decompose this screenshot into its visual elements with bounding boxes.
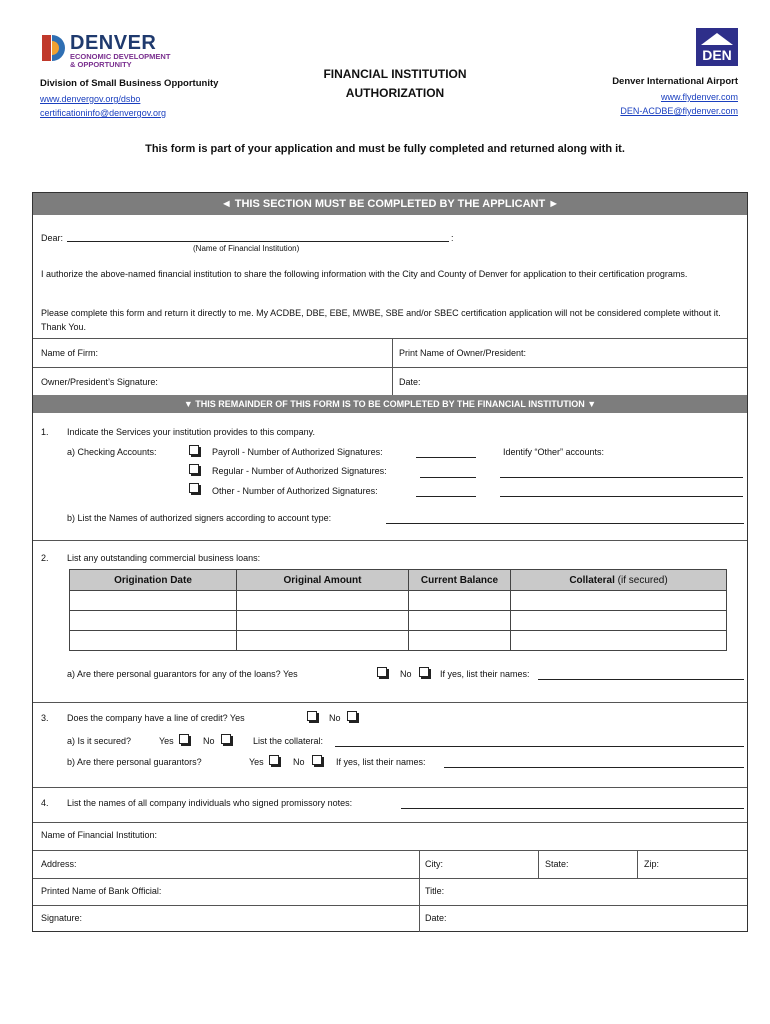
q3a-no-label: No bbox=[203, 736, 215, 746]
official-signature-field[interactable]: Signature: bbox=[41, 913, 83, 923]
regular-label: Regular - Number of Authorized Signatures: bbox=[212, 466, 387, 476]
bank-official-field[interactable]: Printed Name of Bank Official: bbox=[41, 886, 162, 896]
q3b-names-input[interactable] bbox=[444, 755, 744, 768]
table-cell[interactable] bbox=[511, 611, 727, 631]
notice-text: This form is part of your application and must be fully completed and returned along with it. bbox=[145, 143, 625, 155]
form-title-line2: AUTHORIZATION bbox=[345, 86, 445, 100]
q3-number: 3. bbox=[41, 713, 49, 723]
dsbo-link[interactable]: www.denvergov.org/dsbo bbox=[40, 94, 141, 104]
other-count-input[interactable] bbox=[416, 484, 476, 497]
table-cell[interactable] bbox=[70, 591, 237, 611]
regular-count-input[interactable] bbox=[420, 465, 476, 478]
table-cell[interactable] bbox=[409, 591, 511, 611]
dear-label: Dear: bbox=[41, 233, 64, 243]
city-field[interactable]: City: bbox=[425, 859, 443, 869]
other-label: Other - Number of Authorized Signatures: bbox=[212, 486, 378, 496]
mountain-icon bbox=[701, 33, 733, 45]
instructions-paragraph: Please complete this form and return it directly to me. My ACDBE, DBE, EBE, MWBE, SBE and/or SBEC certification application will not be considered complete without it. Thank You. bbox=[41, 308, 721, 332]
q3b-label: b) Are there personal guarantors? bbox=[67, 757, 202, 767]
regular-checkbox[interactable] bbox=[189, 464, 199, 474]
table-row bbox=[70, 591, 727, 611]
table-cell[interactable] bbox=[237, 631, 409, 651]
denver-logo bbox=[40, 33, 218, 69]
loans-table bbox=[69, 569, 727, 651]
q3a-yes-label: Yes bbox=[159, 736, 174, 746]
denver-logo-line2: & OPPORTUNITY bbox=[70, 60, 132, 69]
table-cell[interactable] bbox=[237, 611, 409, 631]
q4-number: 4. bbox=[41, 798, 49, 808]
q2a-label: a) Are there personal guarantors for any of the loans? Yes bbox=[67, 669, 298, 679]
dear-caption: (Name of Financial Institution) bbox=[193, 244, 300, 253]
applicant-section-bar: ◄ THIS SECTION MUST BE COMPLETED BY THE APPLICANT ► bbox=[33, 193, 747, 215]
institution-section-bar: ▼ THIS REMAINDER OF THIS FORM IS TO BE COMPLETED BY THE FINANCIAL INSTITUTION ▼ bbox=[33, 395, 747, 413]
dear-colon: : bbox=[451, 233, 454, 243]
payroll-checkbox[interactable] bbox=[189, 445, 199, 455]
q2a-no-checkbox[interactable] bbox=[419, 667, 429, 677]
q3a-collateral-label: List the collateral: bbox=[253, 736, 324, 746]
authorization-paragraph: I authorize the above-named financial institution to share the following information with the City and County of Denver for application to their certification programs. bbox=[41, 269, 688, 279]
q3b-yes-label: Yes bbox=[249, 757, 264, 767]
form-title bbox=[300, 65, 490, 103]
payroll-label: Payroll - Number of Authorized Signatures: bbox=[212, 447, 383, 457]
airport-name: Denver International Airport bbox=[612, 76, 738, 87]
q1a-label: a) Checking Accounts: bbox=[67, 447, 157, 457]
table-row bbox=[70, 631, 727, 651]
q2a-names-input[interactable] bbox=[538, 667, 744, 680]
owner-date-field[interactable]: Date: bbox=[399, 377, 421, 387]
identify-other-input-2[interactable] bbox=[500, 484, 743, 497]
identify-other-input-1[interactable] bbox=[500, 465, 743, 478]
q1-text: Indicate the Services your institution provides to this company. bbox=[67, 427, 315, 437]
q3b-no-label: No bbox=[293, 757, 305, 767]
q3-text: Does the company have a line of credit? Yes bbox=[67, 713, 245, 723]
form-title-line1: FINANCIAL INSTITUTION bbox=[323, 67, 467, 81]
q2-number: 2. bbox=[41, 553, 49, 563]
den-logo-text: DEN bbox=[702, 47, 732, 63]
table-row bbox=[70, 611, 727, 631]
q3a-no-checkbox[interactable] bbox=[221, 734, 231, 744]
table-cell[interactable] bbox=[70, 631, 237, 651]
denver-logo-line1: ECONOMIC DEVELOPMENT bbox=[70, 52, 171, 61]
q2a-names-label: If yes, list their names: bbox=[440, 669, 530, 679]
table-cell[interactable] bbox=[70, 611, 237, 631]
header-collateral-note: (if secured) bbox=[617, 574, 668, 586]
table-cell[interactable] bbox=[511, 591, 727, 611]
denver-logo-word: DENVER bbox=[70, 32, 157, 54]
header-collateral bbox=[511, 570, 727, 591]
den-logo bbox=[696, 28, 738, 66]
q2a-yes-checkbox[interactable] bbox=[377, 667, 387, 677]
header-current-balance: Current Balance bbox=[409, 570, 511, 591]
official-title-field[interactable]: Title: bbox=[425, 886, 445, 896]
header-right bbox=[612, 28, 738, 116]
state-field[interactable]: State: bbox=[545, 859, 569, 869]
q1-number: 1. bbox=[41, 427, 49, 437]
q3-no-label: No bbox=[329, 713, 341, 723]
payroll-count-input[interactable] bbox=[416, 445, 476, 458]
q3b-no-checkbox[interactable] bbox=[312, 755, 322, 765]
promissory-signers-input[interactable] bbox=[401, 796, 744, 809]
acdbe-email-link[interactable]: DEN-ACDBE@flydenver.com bbox=[620, 106, 738, 116]
q2a-no-label: No bbox=[400, 669, 412, 679]
authorized-signers-input[interactable] bbox=[386, 511, 744, 524]
q3b-yes-checkbox[interactable] bbox=[269, 755, 279, 765]
table-cell[interactable] bbox=[409, 631, 511, 651]
address-field[interactable]: Address: bbox=[41, 859, 77, 869]
identify-other-label: Identify “Other” accounts: bbox=[503, 447, 605, 457]
owner-signature-field[interactable]: Owner/President’s Signature: bbox=[41, 377, 158, 387]
dear-input[interactable] bbox=[67, 229, 449, 242]
flydenver-link[interactable]: www.flydenver.com bbox=[660, 92, 738, 102]
q2-text: List any outstanding commercial business loans: bbox=[67, 553, 261, 563]
form-box bbox=[32, 192, 748, 932]
q4-text: List the names of all company individuals who signed promissory notes: bbox=[67, 798, 353, 808]
header-origination-date: Origination Date bbox=[70, 570, 237, 591]
table-cell[interactable] bbox=[511, 631, 727, 651]
firm-name-field[interactable]: Name of Firm: bbox=[41, 348, 99, 358]
fi-name-field[interactable]: Name of Financial Institution: bbox=[41, 830, 158, 840]
q3b-names-label: If yes, list their names: bbox=[336, 757, 426, 767]
q3a-yes-checkbox[interactable] bbox=[179, 734, 189, 744]
header-left bbox=[40, 33, 218, 118]
certification-email-link[interactable]: certificationinfo@denvergov.org bbox=[40, 108, 167, 118]
q3-yes-checkbox[interactable] bbox=[307, 711, 317, 721]
table-cell[interactable] bbox=[409, 611, 511, 631]
header-collateral-label: Collateral bbox=[569, 574, 615, 586]
denver-logo-icon bbox=[40, 33, 66, 63]
q3a-collateral-input[interactable] bbox=[335, 734, 744, 747]
q3a-label: a) Is it secured? bbox=[67, 736, 132, 746]
q3-no-checkbox[interactable] bbox=[347, 711, 357, 721]
division-name: Division of Small Business Opportunity bbox=[40, 78, 219, 89]
other-checkbox[interactable] bbox=[189, 483, 199, 493]
table-cell[interactable] bbox=[237, 591, 409, 611]
official-date-field[interactable]: Date: bbox=[425, 913, 447, 923]
header-original-amount: Original Amount bbox=[237, 570, 409, 591]
q1b-label: b) List the Names of authorized signers according to account type: bbox=[67, 513, 332, 523]
owner-name-field[interactable]: Print Name of Owner/President: bbox=[399, 348, 527, 358]
zip-field[interactable]: Zip: bbox=[644, 859, 660, 869]
